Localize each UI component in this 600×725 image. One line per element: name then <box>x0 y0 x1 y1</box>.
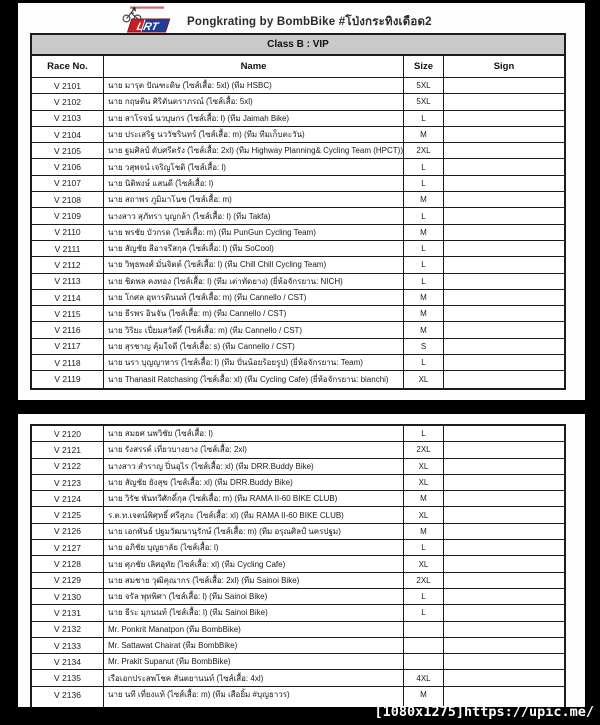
table-row <box>32 491 564 507</box>
table-row <box>32 670 564 686</box>
cell-race-no: V 2107 <box>32 176 104 191</box>
document-page-2 <box>18 414 585 707</box>
table-row <box>32 507 564 523</box>
cell-race-no: V 2130 <box>32 589 104 604</box>
cell-size: M <box>404 192 444 207</box>
cell-race-no: V 2109 <box>32 208 104 223</box>
cell-sign <box>444 459 564 474</box>
cell-name: นาย สมยศ นพวิชัย (ไซส์เสื้อ: l) <box>104 426 404 441</box>
cell-race-no: V 2126 <box>32 524 104 539</box>
cell-size <box>404 654 444 669</box>
cell-race-no: V 2112 <box>32 257 104 272</box>
table-row <box>32 371 564 387</box>
cell-name: นาย กฤษติน ศิริตันตราภรณ์ (ไซส์เสื้อ: 5xl) <box>104 94 404 109</box>
class-header: Class B : VIP <box>32 35 564 56</box>
column-header-race-no: Race No. <box>32 56 104 77</box>
cell-race-no: V 2136 <box>32 687 104 703</box>
cell-race-no: V 2124 <box>32 491 104 506</box>
cell-size: L <box>404 605 444 620</box>
table-row <box>32 192 564 208</box>
table-row <box>32 524 564 540</box>
cell-size: L <box>404 540 444 555</box>
cell-name: นาย สัญชัย ยังสุข (ไซส์เสื้อ: xl) (ทีม DRR.Buddy Bike) <box>104 475 404 490</box>
table-body-page2 <box>32 426 564 703</box>
cell-name: เรือเอกประสพโชค สันตยานนท์ (ไซส์เสื้อ: 4xl) <box>104 670 404 685</box>
cell-name: นางสาว สำราญ ปิ่นอุไร (ไซส์เสื้อ: xl) (ทีม DRR.Buddy Bike) <box>104 459 404 474</box>
cell-sign <box>444 654 564 669</box>
table-row <box>32 306 564 322</box>
cell-sign <box>444 622 564 637</box>
column-header-row <box>32 56 564 78</box>
cell-sign <box>444 687 564 703</box>
cell-size: L <box>404 426 444 441</box>
cell-name: นาย จรัล พุทพิศา (ไซส์เสื้อ: l) (ทีม Sainoi Bike) <box>104 589 404 604</box>
registration-table-page1 <box>30 33 566 390</box>
cell-sign <box>444 589 564 604</box>
cell-sign <box>444 241 564 256</box>
cell-race <box>32 703 104 707</box>
cell-race-no: V 2122 <box>32 459 104 474</box>
cell-race-no: V 2128 <box>32 556 104 571</box>
table-row <box>32 290 564 306</box>
document-page-1 <box>18 3 585 400</box>
column-header-name: Name <box>104 56 404 77</box>
cell-sign <box>444 355 564 370</box>
table-row <box>32 459 564 475</box>
cell-name: นาย ชิดพล คงทอง (ไซส์เสื้อ: l) (ทีม เต่าทัดยาง) (ยี่ห้อจักรยาน: NICH) <box>104 274 404 289</box>
table-row <box>32 442 564 458</box>
table-row <box>32 241 564 257</box>
cell-sign <box>444 208 564 223</box>
table-row <box>32 573 564 589</box>
document-header <box>120 9 432 35</box>
cell-size: L <box>404 355 444 370</box>
cell-name: นาย เอกพันธ์ ปฐมวัฒนานุรักษ์ (ไซส์เสื้อ: m) (ทีม อรุณศิลป์ นครปฐม) <box>104 524 404 539</box>
registration-table-page2 <box>30 424 566 707</box>
table-row <box>32 355 564 371</box>
cell-name: นาย สมชาย วุฒิคุณากร (ไซส์เสื้อ: 2xl) (ทีม Sainoi Bike) <box>104 573 404 588</box>
cell-race-no: V 2104 <box>32 127 104 142</box>
table-row <box>32 475 564 491</box>
cell-race-no: V 2114 <box>32 290 104 305</box>
table-row <box>32 540 564 556</box>
cell-size: S <box>404 339 444 354</box>
cell-sign <box>444 322 564 337</box>
cell-race-no: V 2132 <box>32 622 104 637</box>
cell-sign <box>444 290 564 305</box>
cell-name: Mr. Prakit Supanut (ทีม BombBike) <box>104 654 404 669</box>
cell-sign <box>444 475 564 490</box>
cell-sign <box>444 94 564 109</box>
cell-name: นาย ประเสริฐ นววัชรินทร์ (ไซส์เสื้อ: m) (ทีม ทีมเก็บตะวัน) <box>104 127 404 142</box>
cell-name: นางสาว สุภัทรา บุญกล้า (ไซส์เสื้อ: l) (ทีม Takfa) <box>104 208 404 223</box>
cell-size: M <box>404 322 444 337</box>
cell-size: 2XL <box>404 143 444 158</box>
cell-name: นาย สาโรจน์ นวบุษกร (ไซส์เสื้อ: l) (ทีม Jaimah Bike) <box>104 111 404 126</box>
cell-race-no: V 2111 <box>32 241 104 256</box>
cell-size: M <box>404 306 444 321</box>
cell-size: 4XL <box>404 670 444 685</box>
document-title: Pongkrating by BombBike #โป่งกระทิงเดือด2 <box>187 16 432 28</box>
column-header-sign: Sign <box>493 61 515 72</box>
cell-race-no: V 2127 <box>32 540 104 555</box>
svg-text:LRT: LRT <box>135 20 160 33</box>
table-body-page1 <box>32 78 564 388</box>
table-row <box>32 127 564 143</box>
cell-race-no: V 2115 <box>32 306 104 321</box>
table-row <box>32 111 564 127</box>
cell-size: 2XL <box>404 442 444 457</box>
cell-size: M <box>404 290 444 305</box>
cell-size: M <box>404 491 444 506</box>
cell-sign <box>444 540 564 555</box>
cell-name: นาย นิติพงษ์ แสนดี (ไซส์เสื้อ: l) <box>104 176 404 191</box>
cell-race-no: V 2134 <box>32 654 104 669</box>
cell-name: นาย สุรชาญ คุ้มใจดี (ไซส์เสื้อ: s) (ทีม Cannello / CST) <box>104 339 404 354</box>
cell-sign <box>444 638 564 653</box>
cell-race-no: V 2103 <box>32 111 104 126</box>
table-row <box>32 426 564 442</box>
cell-name: ร.ต.ท.เจตน์พิศุทธิ์ ศรีสุภะ (ไซส์เสื้อ: xl) (ทีม RAMA II-60 BIKE CLUB) <box>104 507 404 522</box>
cell-sign <box>444 306 564 321</box>
cell-name: นาย สถาพร ภูมิมาโนช (ไซส์เสื้อ: m) <box>104 192 404 207</box>
cell-size: L <box>404 274 444 289</box>
cell-race-no: V 2102 <box>32 94 104 109</box>
cell-race-no: V 2113 <box>32 274 104 289</box>
cell-sign <box>444 159 564 174</box>
cell-size: XL <box>404 475 444 490</box>
cell-race-no: V 2135 <box>32 670 104 685</box>
cell-name: นาย ศุภชัย เลิศอุทัย (ไซส์เสื้อ: xl) (ทีม Cycling Cafe) <box>104 556 404 571</box>
cell-sign <box>444 78 564 93</box>
cell-race-no: V 2133 <box>32 638 104 653</box>
cell-name: นาย สัญชัย สีอาจรีสกุล (ไซส์เสื้อ: l) (ทีม SoCool) <box>104 241 404 256</box>
watermark-text: [1080x1275]https://upic.me/ <box>374 704 594 720</box>
cell-size: L <box>404 111 444 126</box>
column-header-size: Size <box>404 56 444 77</box>
cell-sign <box>444 143 564 158</box>
cell-race-no: V 2101 <box>32 78 104 93</box>
cell-race-no: V 2119 <box>32 371 104 387</box>
cell-sign <box>444 274 564 289</box>
cell-name: นาย นที เที่ยงแท้ (ไซส์เสื้อ: m) (ทีม เสือยิ้ม #บุญธาวร) <box>104 687 404 703</box>
table-row <box>32 274 564 290</box>
cell-size: XL <box>404 459 444 474</box>
cell-name: นาย ฐมศิลป์ ดับศรีตรัง (ไซส์เสื้อ: 2xl) (ทีม Highway Planning& Cycling Team (HPCT)) <box>104 143 404 158</box>
cell-sign <box>444 605 564 620</box>
table-row <box>32 159 564 175</box>
cell-name: นาย ธีระ มุกนนท์ (ไซส์เสื้อ: l) (ทีม Sainoi Bike) <box>104 605 404 620</box>
cell-race-no: V 2108 <box>32 192 104 207</box>
table-row <box>32 208 564 224</box>
cell-size: 5XL <box>404 78 444 93</box>
cell-size: 5XL <box>404 94 444 109</box>
cell-sign <box>444 257 564 272</box>
cell-race-no: V 2106 <box>32 159 104 174</box>
cell-sign <box>444 524 564 539</box>
cell-size: M <box>404 524 444 539</box>
cell-size: L <box>404 208 444 223</box>
cell-race-no: V 2129 <box>32 573 104 588</box>
cell-sign <box>444 339 564 354</box>
cell-size: XL <box>404 371 444 387</box>
cell-size: M <box>404 687 444 703</box>
table-row <box>32 143 564 159</box>
table-row <box>32 257 564 273</box>
cell-sign <box>444 556 564 571</box>
cell-name: นาย Thanasit Ratchasing (ไซส์เสื้อ: xl) (ทีม Cycling Cafe) (ยี่ห้อจักรยาน: bianchi) <box>104 371 404 387</box>
cell-race-no: V 2131 <box>32 605 104 620</box>
cell-sign <box>444 127 564 142</box>
table-row <box>32 687 564 703</box>
cell-sign <box>444 426 564 441</box>
cell-race-no: V 2125 <box>32 507 104 522</box>
table-row <box>32 622 564 638</box>
cell-sign <box>444 176 564 191</box>
cell-size <box>404 622 444 637</box>
cell-size: M <box>404 127 444 142</box>
cell-name: นาย วสุพจน์ เจริญโชติ (ไซส์เสื้อ: l) <box>104 159 404 174</box>
cell-size: L <box>404 176 444 191</box>
table-row <box>32 78 564 94</box>
cell-race-no: V 2118 <box>32 355 104 370</box>
table-row <box>32 605 564 621</box>
cell-size: 2XL <box>404 573 444 588</box>
table-row <box>32 654 564 670</box>
cell-name: นาย วิรัช พันทวีศักดิ์กุล (ไซส์เสื้อ: m) (ทีม RAMA II-60 BIKE CLUB) <box>104 491 404 506</box>
cell-sign <box>444 442 564 457</box>
table-row <box>32 638 564 654</box>
cell-sign <box>444 111 564 126</box>
cell-size <box>404 638 444 653</box>
cell-size: L <box>404 159 444 174</box>
cell-sign <box>444 670 564 685</box>
table-row <box>32 225 564 241</box>
table-row <box>32 94 564 110</box>
cell-name: นาย อภิชัย บุญยาลัย (ไซส์เสื้อ: l) <box>104 540 404 555</box>
cell-sign <box>444 225 564 240</box>
cell-sign <box>444 507 564 522</box>
cell-race-no: V 2110 <box>32 225 104 240</box>
cell-name: นาย วิพุธพงศ์ มั่นจิตต์ (ไซส์เสื้อ: l) (ทีม Chill Chill Cycling Team) <box>104 257 404 272</box>
cell-sign <box>444 491 564 506</box>
cell-sign <box>444 573 564 588</box>
cell-name: นาย พรชัย บัวกรด (ไซส์เสื้อ: m) (ทีม PunGun Cycling Team) <box>104 225 404 240</box>
table-row <box>32 589 564 605</box>
cell-name: นาย รังสรรค์ เที่ยวบางยาง (ไซส์เสื้อ: 2xl) <box>104 442 404 457</box>
table-row <box>32 176 564 192</box>
cell-race-no: V 2116 <box>32 322 104 337</box>
cell-sign <box>444 371 564 387</box>
cell-name: นาย นรา บุญญาหาร (ไซส์เสื้อ: l) (ทีม ปั่นน้อยร้อยรูป) (ยี่ห้อจักรยาน: Team) <box>104 355 404 370</box>
cell-size: M <box>404 225 444 240</box>
cell-size: L <box>404 257 444 272</box>
cell-race-no: V 2105 <box>32 143 104 158</box>
cell-size: L <box>404 241 444 256</box>
cell-name: Mr. Sattawat Chairat (ทีม BombBike) <box>104 638 404 653</box>
cell-sign <box>444 192 564 207</box>
cell-name: นาย มารุต ปัณฑะดิษ (ไซส์เสื้อ: 5xl) (ทีม HSBC) <box>104 78 404 93</box>
cell-size: L <box>404 589 444 604</box>
cell-race-no: V 2123 <box>32 475 104 490</box>
cell-race-no: V 2117 <box>32 339 104 354</box>
table-row <box>32 322 564 338</box>
cell-name: นาย วิริยะ เปี่ยมสวัสดิ์ (ไซส์เสื้อ: m) (ทีม Cannello / CST) <box>104 322 404 337</box>
cell-name: Mr. Ponkrit Manatpon (ทีม BombBike) <box>104 622 404 637</box>
cell-size: XL <box>404 556 444 571</box>
cell-race-no: V 2121 <box>32 442 104 457</box>
cell-name: นาย โกศล อุหารตินนท์ (ไซส์เสื้อ: m) (ทีม Cannello / CST) <box>104 290 404 305</box>
table-row <box>32 339 564 355</box>
cell-name <box>104 703 404 707</box>
cell-size: XL <box>404 507 444 522</box>
cell-race-no: V 2120 <box>32 426 104 441</box>
table-row <box>32 556 564 572</box>
cell-name: นาย ธีรพร อินจัน (ไซส์เสื้อ: m) (ทีม Cannello / CST) <box>104 306 404 321</box>
